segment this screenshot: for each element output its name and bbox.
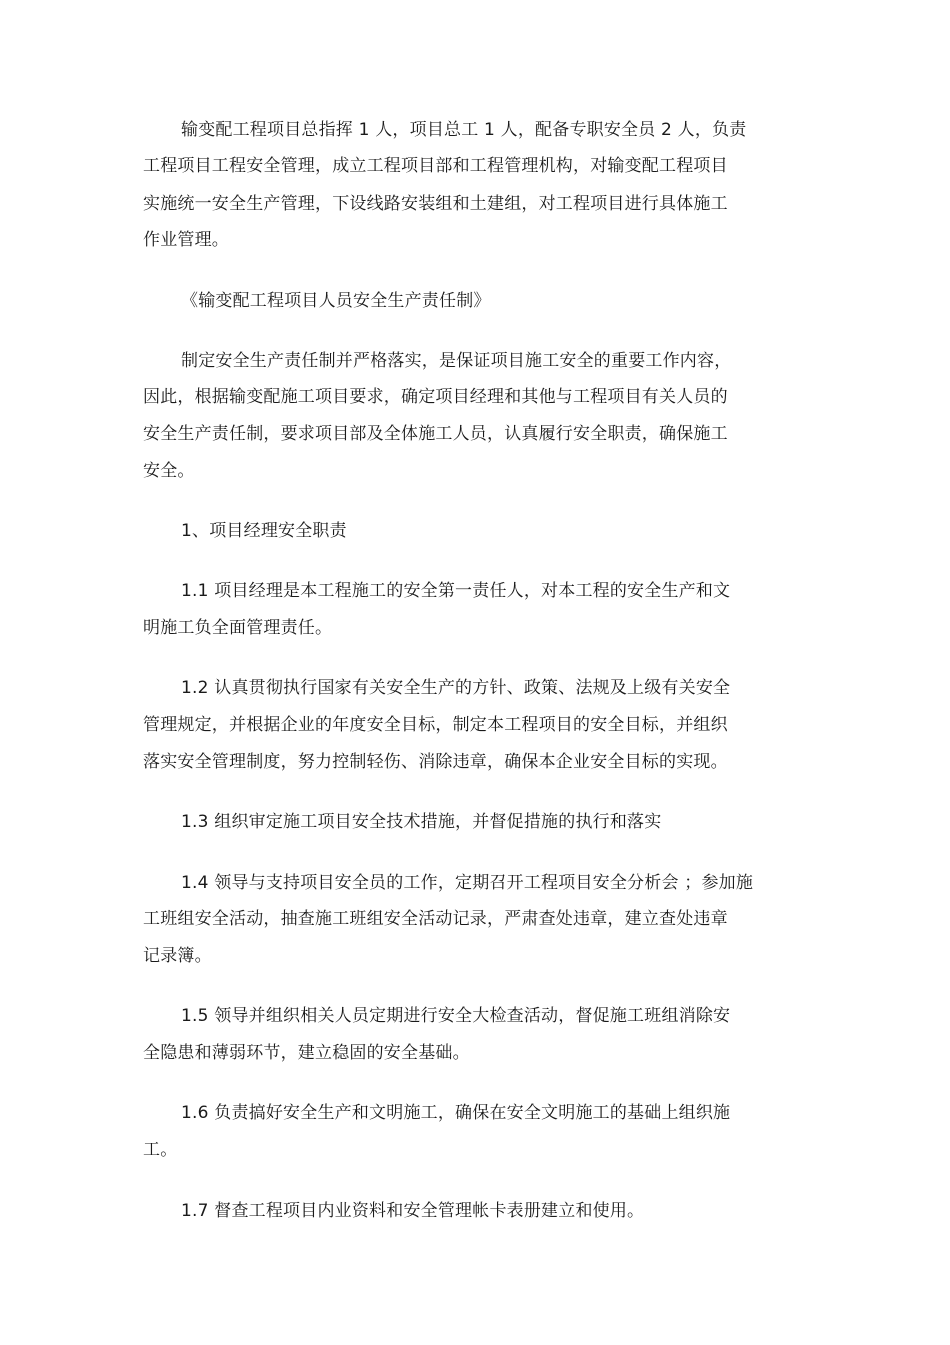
- text-line: 明施工负全面管理责任。: [143, 618, 333, 638]
- text-line: 1.7 督查工程项目内业资料和安全管理帐卡表册建立和使用。: [181, 1201, 645, 1221]
- text-line: 1.5 领导并组织相关人员定期进行安全大检查活动，督促施工班组消除安: [181, 1006, 731, 1026]
- text-line: 记录簿。: [143, 946, 212, 966]
- text-line: 实施统一安全生产管理，下设线路安装组和土建组，对工程项目进行具体施工: [143, 194, 728, 214]
- text-line: 1.3 组织审定施工项目安全技术措施，并督促措施的执行和落实: [181, 812, 662, 832]
- text-line: 安全。: [143, 461, 195, 481]
- section-heading: 1、项目经理安全职责: [181, 521, 347, 541]
- text-line: 管理规定，并根据企业的年度安全目标，制定本工程项目的安全目标，并组织: [143, 715, 728, 735]
- text-line: 全隐患和薄弱环节，建立稳固的安全基础。: [143, 1043, 470, 1063]
- text-line: 1.4 领导与支持项目安全员的工作，定期召开工程项目安全分析会 ；参加施: [181, 873, 754, 893]
- text-line: 制定安全生产责任制并严格落实，是保证项目施工安全的重要工作内容，: [181, 351, 732, 371]
- text-line: 因此，根据输变配施工项目要求，确定项目经理和其他与工程项目有关人员的: [143, 387, 728, 407]
- text-line: 1.1 项目经理是本工程施工的安全第一责任人，对本工程的安全生产和文: [181, 581, 731, 601]
- text-line: 1.6 负责搞好安全生产和文明施工，确保在安全文明施工的基础上组织施: [181, 1103, 731, 1123]
- text-line: 工。: [143, 1140, 178, 1160]
- text-line: 工程项目工程安全管理，成立工程项目部和工程管理机构，对输变配工程项目: [143, 156, 728, 176]
- text-line: 安全生产责任制，要求项目部及全体施工人员，认真履行安全职责，确保施工: [143, 424, 728, 444]
- text-line: 落实安全管理制度，努力控制轻伤、消除违章，确保本企业安全目标的实现。: [143, 752, 728, 772]
- text-line: 1.2 认真贯彻执行国家有关安全生产的方针、政策、法规及上级有关安全: [181, 678, 731, 698]
- text-line: 输变配工程项目总指挥 1 人，项目总工 1 人，配备专职安全员 2 人，负责: [181, 120, 747, 140]
- section-title: 《输变配工程项目人员安全生产责任制》: [181, 291, 491, 311]
- text-line: 作业管理。: [143, 230, 229, 250]
- text-line: 工班组安全活动，抽查施工班组安全活动记录，严肃查处违章，建立查处违章: [143, 909, 728, 929]
